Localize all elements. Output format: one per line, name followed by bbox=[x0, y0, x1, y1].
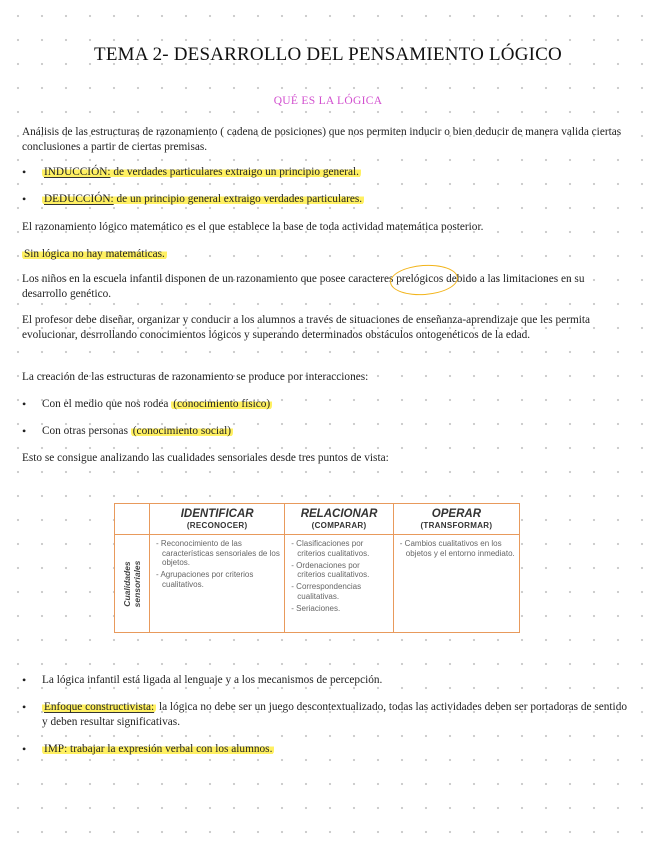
cell-relacionar bbox=[285, 535, 394, 633]
induccion-text: de verdades particulares extraigo un principio general. bbox=[110, 166, 359, 178]
bullet-dot: • bbox=[22, 397, 27, 411]
list-item: - Seriaciones. bbox=[291, 603, 341, 613]
header-identificar: IDENTIFICAR (RECONOCER) bbox=[150, 504, 285, 535]
profesor-paragraph: El profesor debe diseñar, organizar y conducir a los alumnos a través de situaciones de enseñanza-aprendizaje que les permita evolucionar, desrrollando conocimientos lógicos y superando determinados obstáculos ontogenéticos de la edad. bbox=[22, 314, 591, 341]
enfoque-text: la lógica no debe ser un juego descontextualizado, todas las actividades deben ser portadoras de sentido y deben resultar significativas. bbox=[42, 701, 627, 728]
header-operar: OPERAR (TRANSFORMAR) bbox=[393, 504, 519, 535]
list-item: - Agrupaciones por criterios cualitativos. bbox=[156, 570, 254, 589]
circle-annotation bbox=[389, 263, 459, 298]
consigue-paragraph: Esto se consigue analizando las cualidades sensoriales desde tres puntos de vista: bbox=[22, 452, 389, 464]
bullet-dot: • bbox=[22, 700, 27, 714]
deduccion-text: de un principio general extraigo verdades particulares. bbox=[113, 193, 363, 205]
list-item: - Correspondencias cualitativas. bbox=[291, 582, 362, 601]
sin-logica-highlight: Sin lógica no hay matemáticas. bbox=[24, 248, 165, 260]
list-item: - Clasificaciones por criterios cualitativos. bbox=[291, 539, 370, 558]
row-label-cell bbox=[115, 535, 150, 633]
circled-word: prelógicos bbox=[396, 272, 443, 287]
cell-identificar bbox=[150, 535, 285, 633]
ninos-paragraph: Los niños en la escuela infantil disponen de un razonamiento que posee caracteres prelógicos debido a las limitaciones en su desarrollo genético. bbox=[22, 272, 628, 302]
header-relacionar: RELACIONAR (COMPARAR) bbox=[285, 504, 394, 535]
cell-operar bbox=[393, 535, 519, 633]
row-label: Cualidades sensoriales bbox=[122, 560, 142, 607]
bullet-dot: • bbox=[22, 165, 27, 179]
bullet-dot: • bbox=[22, 673, 27, 687]
sensory-qualities-table bbox=[114, 503, 520, 633]
enfoque-term: Enfoque constructivista: bbox=[44, 701, 155, 713]
intro-paragraph: Análisis de las estructuras de razonamiento ( cadena de posiciones) que nos permiten inducir o bien deducir de manera valida ciertas conclusiones a partir de ciertas premisas. bbox=[22, 126, 622, 153]
razonamiento-paragraph: El razonamiento lógico matemático es el que establece la base de toda actividad matemática posterior. bbox=[22, 221, 484, 233]
page-title: TEMA 2- DESARROLLO DEL PENSAMIENTO LÓGICO bbox=[94, 44, 562, 65]
list-item: - Cambios cualitativos en los objetos y el entorno inmediato. bbox=[399, 539, 515, 558]
sin-logica-line bbox=[22, 247, 628, 262]
bullet-dot: • bbox=[22, 192, 27, 206]
personas-highlight: (conocimiento social) bbox=[132, 425, 231, 437]
bullet-dot: • bbox=[22, 424, 27, 438]
imp-highlight: IMP: trabajar la expresión verbal con los alumnos. bbox=[44, 743, 273, 755]
notes-page: TEMA 2- DESARROLLO DEL PENSAMIENTO LÓGICO QUÉ ES LA LÓGICA Análisis de las estructuras de razonamiento ( cadena de posiciones) que nos permiten inducir o bien deducir de manera valida ciertas conclusiones a partir de ciertas premisas. • INDUCCIÓN: de verdades particulares extraigo un principio general. • DEDUCCIÓN: de un principio general extraigo verdades particulares. El razonamiento lógico matemático es el que establece la base de toda actividad matemática posterior. Sin lógica no hay matemáticas. Los niños en la escuela infantil disponen de un razonamiento que posee caracteres prelógicos debido a las limitaciones en su desarrollo genético. El profesor debe diseñar, organizar y conducir a los alumnos a través de situaciones de enseñanza-aprendizaje que les permita evolucionar, desrrollando conocimientos lógicos y superando determinados obstáculos ontogenéticos de la edad. La creación de las estructuras de razonamiento se produce por interacciones: • Con el medio que nos rodea (conocimiento físico) • Con otras personas (conocimiento social) Esto se consigue analizando las cualidades sensoriales desde tres puntos de vista: IDENTIFICAR (RECONOCER) RELACIONAR (COMPARAR) OPERAR (TRANSFORMAR) Cualidades sensoriales - Reconocimiento de las características sensoriales de los objetos. - Agrupaciones por criterios cualitativos. - Clasificaciones por criterios cualitativos. - Ordenaciones por criterios cualitativos. - Correspondencias cualitativas. - Seriaciones. - Cambios cualitativos en los objetos y el entorno inmediato. • La lógica infantil está ligada al lenguaje y a los mecanismos de percepción. • Enfoque constructivista: la lógica no debe ser un juego descontextualizado, todas las actividades deben ser portadoras de sentido y deben resultar significativas. • IMP: trabajar la expresión verbal con los alumnos. bbox=[0, 0, 656, 848]
table-corner bbox=[115, 504, 150, 535]
bullet-dot: • bbox=[22, 742, 27, 756]
section-subtitle: QUÉ ES LA LÓGICA bbox=[273, 95, 383, 107]
deduccion-highlight bbox=[42, 193, 364, 205]
induccion-term: INDUCCIÓN: bbox=[44, 166, 111, 178]
induccion-highlight bbox=[42, 166, 361, 178]
list-item: - Ordenaciones por criterios cualitativos. bbox=[291, 560, 370, 579]
deduccion-term: DEDUCCIÓN: bbox=[44, 193, 114, 205]
medio-highlight: (conocimiento físico) bbox=[173, 398, 271, 410]
creacion-paragraph: La creación de las estructuras de razonamiento se produce por interacciones: bbox=[22, 371, 369, 383]
list-item: - Reconocimiento de las características sensoriales de los objetos. bbox=[156, 539, 280, 567]
